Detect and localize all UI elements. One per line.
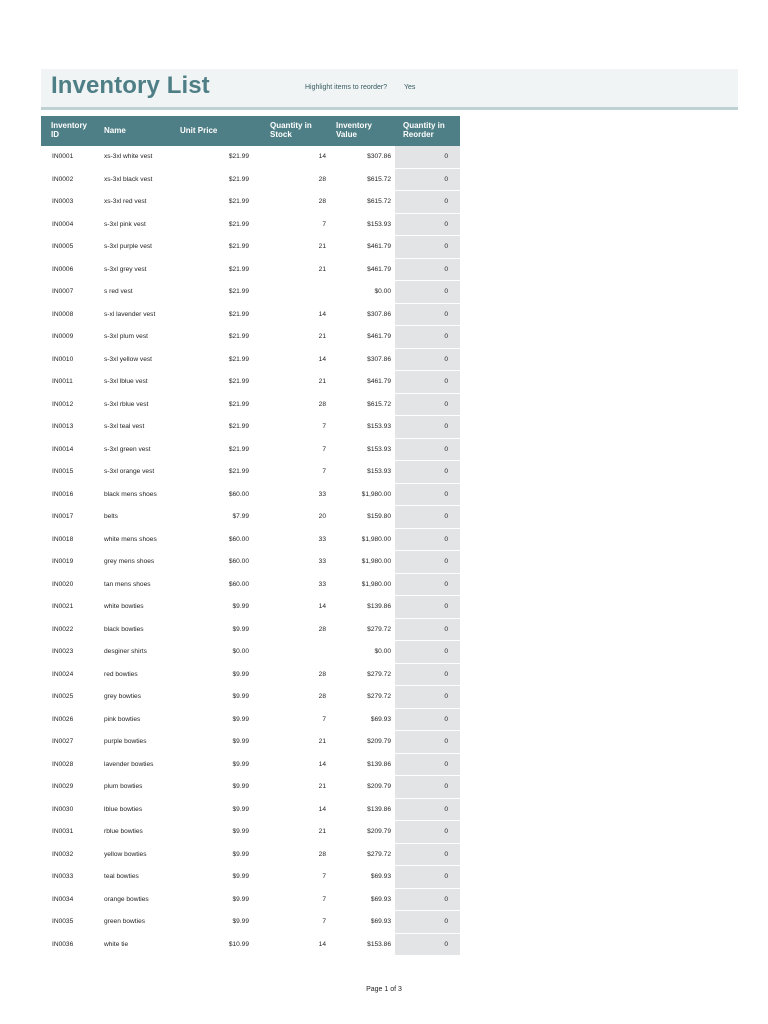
quantity-in-reorder-cell[interactable]: 0 (395, 889, 460, 912)
item-name-cell[interactable]: grey bowties (104, 693, 142, 700)
inventory-table-body (41, 146, 460, 958)
item-name-cell[interactable]: s-3xl yellow vest (104, 355, 153, 363)
unit-price-cell[interactable]: $21.99 (228, 355, 249, 363)
inventory-id-cell[interactable]: IN0017 (52, 513, 74, 520)
table-row (41, 776, 460, 799)
unit-price-cell[interactable]: $21.99 (228, 265, 249, 273)
table-row (41, 439, 460, 462)
column-header-quantity-in-reorder[interactable]: Quantity in Reorder (403, 121, 445, 139)
table-row (41, 146, 460, 169)
unit-price-cell[interactable]: $9.99 (232, 738, 249, 745)
column-header-quantity-in-stock[interactable]: Quantity in Stock (270, 121, 312, 139)
inventory-value-cell[interactable]: $209.79 (367, 783, 391, 790)
inventory-value-cell[interactable]: $461.79 (367, 243, 391, 250)
item-name-cell[interactable]: white tie (104, 940, 129, 948)
item-name-cell[interactable]: s-3xl purple vest (104, 243, 153, 250)
table-row (41, 236, 460, 259)
item-name-cell[interactable]: purple bowties (104, 738, 147, 745)
item-name-cell[interactable]: grey mens shoes (104, 558, 155, 565)
inventory-id-cell[interactable]: IN0007 (52, 288, 74, 295)
unit-price-cell[interactable]: $9.99 (232, 783, 249, 790)
table-row (41, 911, 460, 934)
table-row (41, 169, 460, 192)
inventory-id-cell[interactable]: IN0026 (52, 715, 74, 723)
inventory-id-cell[interactable]: IN0004 (52, 220, 74, 228)
table-row (41, 551, 460, 574)
item-name-cell[interactable]: lblue bowties (104, 805, 143, 813)
unit-price-cell[interactable]: $9.99 (232, 895, 249, 903)
inventory-value-cell[interactable]: $209.79 (367, 738, 391, 745)
quantity-in-reorder-cell[interactable]: 0 (395, 911, 460, 934)
quantity-in-reorder-cell[interactable]: 0 (395, 394, 460, 417)
inventory-value-cell[interactable]: $139.86 (367, 805, 391, 813)
item-name-cell[interactable]: s-3xl plum vest (104, 333, 148, 340)
inventory-value-cell[interactable]: $307.86 (367, 355, 391, 363)
unit-price-cell[interactable]: $21.99 (228, 243, 249, 250)
quantity-in-reorder-cell[interactable]: 0 (395, 484, 460, 507)
quantity-in-stock-cell[interactable]: 14 (318, 355, 326, 363)
unit-price-cell[interactable]: $9.99 (232, 715, 249, 723)
unit-price-cell[interactable]: $7.99 (232, 513, 249, 520)
table-row (41, 484, 460, 507)
inventory-value-cell[interactable]: $615.72 (367, 175, 391, 183)
table-row (41, 641, 460, 664)
table-row (41, 506, 460, 529)
page-title: Inventory List (51, 72, 210, 99)
inventory-id-cell[interactable]: IN0014 (52, 445, 74, 453)
inventory-value-cell[interactable]: $209.79 (367, 828, 391, 835)
item-name-cell[interactable]: yellow bowties (104, 850, 147, 858)
quantity-in-reorder-cell[interactable]: 0 (395, 349, 460, 372)
item-name-cell[interactable]: xs-3xl red vest (104, 198, 147, 205)
unit-price-cell[interactable]: $60.00 (228, 535, 249, 543)
inventory-value-cell[interactable]: $69.93 (370, 715, 391, 723)
quantity-in-stock-cell[interactable]: 7 (322, 445, 326, 453)
quantity-in-reorder-cell[interactable]: 0 (395, 259, 460, 282)
inventory-id-cell[interactable]: IN0032 (52, 850, 74, 858)
item-name-cell[interactable]: white mens shoes (104, 535, 157, 543)
quantity-in-reorder-cell[interactable]: 0 (395, 574, 460, 597)
table-row (41, 686, 460, 709)
quantity-in-reorder-cell[interactable]: 0 (395, 866, 460, 889)
quantity-in-stock-cell[interactable]: 28 (318, 670, 326, 678)
quantity-in-reorder-cell[interactable]: 0 (395, 641, 460, 664)
table-row (41, 214, 460, 237)
quantity-in-stock-cell[interactable]: 20 (318, 513, 326, 520)
column-header-inventory-value[interactable]: Inventory Value (336, 121, 373, 139)
table-row (41, 529, 460, 552)
quantity-in-reorder-cell[interactable]: 0 (395, 146, 460, 169)
quantity-in-stock-cell[interactable] (288, 281, 326, 304)
inventory-value-cell[interactable]: $159.80 (367, 513, 391, 520)
inventory-value-cell[interactable]: $153.93 (367, 423, 391, 430)
inventory-id-cell[interactable]: IN0033 (52, 873, 74, 880)
inventory-id-cell[interactable]: IN0005 (52, 243, 74, 250)
quantity-in-stock-cell[interactable]: 33 (318, 580, 326, 588)
inventory-value-cell[interactable]: $615.72 (367, 198, 391, 205)
quantity-in-reorder-cell[interactable]: 0 (395, 416, 460, 439)
table-row (41, 934, 460, 957)
inventory-id-cell[interactable]: IN0019 (52, 558, 74, 565)
quantity-in-reorder-cell[interactable]: 0 (395, 709, 460, 732)
quantity-in-reorder-cell[interactable]: 0 (395, 821, 460, 844)
inventory-id-cell[interactable]: IN0025 (52, 693, 74, 700)
inventory-id-cell[interactable]: IN0001 (52, 153, 74, 160)
item-name-cell[interactable]: tan mens shoes (104, 580, 151, 588)
quantity-in-reorder-cell[interactable]: 0 (395, 731, 460, 754)
unit-price-cell[interactable]: $21.99 (228, 333, 249, 340)
unit-price-cell[interactable]: $21.99 (228, 378, 249, 385)
quantity-in-stock-cell[interactable]: 7 (322, 918, 326, 925)
unit-price-cell[interactable]: $9.99 (232, 805, 249, 813)
inventory-id-cell[interactable]: IN0018 (52, 535, 74, 543)
unit-price-cell[interactable]: $9.99 (232, 693, 249, 700)
page-number: Page 1 of 3 (366, 986, 402, 993)
item-name-cell[interactable]: rblue bowties (104, 828, 143, 835)
item-name-cell[interactable]: s-3xl pink vest (104, 220, 146, 228)
inventory-value-cell[interactable]: $1,980.00 (361, 490, 391, 498)
table-row (41, 281, 460, 304)
quantity-in-stock-cell[interactable]: 28 (318, 850, 326, 858)
quantity-in-stock-cell[interactable]: 33 (318, 535, 326, 543)
inventory-value-cell[interactable]: $461.79 (367, 378, 391, 385)
item-name-cell[interactable]: plum bowties (104, 783, 143, 790)
quantity-in-stock-cell[interactable]: 28 (318, 693, 326, 700)
column-header-name[interactable]: Name (104, 126, 126, 135)
unit-price-cell[interactable]: $9.99 (232, 918, 249, 925)
quantity-in-stock-cell[interactable]: 14 (318, 760, 326, 768)
quantity-in-stock-cell[interactable]: 14 (318, 940, 326, 948)
inventory-value-cell[interactable]: $0.00 (374, 288, 391, 295)
inventory-table (41, 116, 460, 958)
table-row (41, 304, 460, 327)
table-row (41, 416, 460, 439)
unit-price-cell[interactable]: $21.99 (228, 198, 249, 205)
quantity-in-reorder-cell[interactable]: 0 (395, 214, 460, 237)
item-name-cell[interactable]: xs-3xl white vest (104, 153, 153, 160)
quantity-in-stock-cell[interactable]: 14 (318, 310, 326, 318)
highlight-reorder-label: Highlight items to reorder? (305, 84, 388, 91)
inventory-id-cell[interactable]: IN0016 (52, 490, 74, 498)
item-name-cell[interactable]: s-xl lavender vest (104, 310, 156, 318)
inventory-id-cell[interactable]: IN0023 (52, 648, 74, 655)
table-header (41, 116, 460, 146)
inventory-id-cell[interactable]: IN0013 (52, 423, 74, 430)
quantity-in-reorder-cell[interactable]: 0 (395, 754, 460, 777)
unit-price-cell[interactable]: $60.00 (228, 580, 249, 588)
table-row (41, 461, 460, 484)
inventory-id-cell[interactable]: IN0012 (52, 400, 74, 408)
inventory-value-cell[interactable]: $279.72 (367, 625, 391, 633)
quantity-in-stock-cell[interactable]: 21 (318, 243, 326, 250)
table-row (41, 371, 460, 394)
quantity-in-reorder-cell[interactable]: 0 (395, 236, 460, 259)
quantity-in-reorder-cell[interactable]: 0 (395, 191, 460, 214)
quantity-in-reorder-cell[interactable]: 0 (395, 551, 460, 574)
quantity-in-stock-cell[interactable]: 21 (318, 378, 326, 385)
quantity-in-reorder-cell[interactable]: 0 (395, 169, 460, 192)
quantity-in-stock-cell[interactable]: 21 (318, 333, 326, 340)
inventory-value-cell[interactable]: $1,980.00 (361, 558, 391, 565)
inventory-id-cell[interactable]: IN0002 (52, 175, 74, 183)
inventory-id-cell[interactable]: IN0031 (52, 828, 74, 835)
inventory-id-cell[interactable]: IN0006 (52, 265, 74, 273)
inventory-value-cell[interactable]: $0.00 (374, 648, 391, 655)
table-row (41, 866, 460, 889)
quantity-in-stock-cell[interactable]: 21 (318, 738, 326, 745)
inventory-id-cell[interactable]: IN0020 (52, 580, 74, 588)
unit-price-cell[interactable]: $21.99 (228, 468, 249, 475)
unit-price-cell[interactable]: $21.99 (228, 288, 249, 295)
inventory-id-cell[interactable]: IN0010 (52, 355, 74, 363)
quantity-in-stock-cell[interactable]: 7 (322, 468, 326, 475)
item-name-cell[interactable]: s red vest (104, 288, 133, 295)
unit-price-cell[interactable]: $21.99 (228, 445, 249, 453)
quantity-in-reorder-cell[interactable]: 0 (395, 371, 460, 394)
title-banner-rule (41, 107, 738, 110)
table-row (41, 799, 460, 822)
quantity-in-reorder-cell[interactable]: 0 (395, 506, 460, 529)
item-name-cell[interactable]: red bowties (104, 670, 138, 678)
quantity-in-stock-cell[interactable] (288, 641, 326, 664)
inventory-value-cell[interactable]: $1,980.00 (361, 535, 391, 543)
item-name-cell[interactable]: teal bowties (104, 873, 139, 880)
table-row (41, 349, 460, 372)
inventory-id-cell[interactable]: IN0027 (52, 738, 74, 745)
item-name-cell[interactable]: belts (104, 513, 118, 520)
quantity-in-reorder-cell[interactable]: 0 (395, 799, 460, 822)
unit-price-cell[interactable]: $9.99 (232, 828, 249, 835)
inventory-value-cell[interactable]: $69.93 (370, 873, 391, 880)
quantity-in-stock-cell[interactable]: 7 (322, 220, 326, 228)
quantity-in-reorder-cell[interactable]: 0 (395, 529, 460, 552)
item-name-cell[interactable]: xs-3xl black vest (104, 175, 153, 183)
quantity-in-reorder-cell[interactable]: 0 (395, 304, 460, 327)
quantity-in-reorder-cell[interactable]: 0 (395, 776, 460, 799)
quantity-in-reorder-cell[interactable]: 0 (395, 439, 460, 462)
inventory-value-cell[interactable]: $69.93 (370, 895, 391, 903)
unit-price-cell[interactable]: $21.99 (228, 175, 249, 183)
inventory-value-cell[interactable]: $139.86 (367, 760, 391, 768)
item-name-cell[interactable]: lavender bowties (104, 760, 154, 768)
item-name-cell[interactable]: orange bowties (104, 895, 149, 903)
table-row (41, 619, 460, 642)
unit-price-cell[interactable]: $21.99 (228, 310, 249, 318)
item-name-cell[interactable]: pink bowties (104, 715, 141, 723)
quantity-in-stock-cell[interactable]: 28 (318, 400, 326, 408)
table-row (41, 889, 460, 912)
quantity-in-stock-cell[interactable]: 28 (318, 175, 326, 183)
unit-price-cell[interactable]: $9.99 (232, 603, 249, 610)
table-row (41, 394, 460, 417)
unit-price-cell[interactable]: $10.99 (228, 940, 249, 948)
inventory-id-cell[interactable]: IN0008 (52, 310, 74, 318)
inventory-value-cell[interactable]: $279.72 (367, 693, 391, 700)
item-name-cell[interactable]: s-3xl lblue vest (104, 378, 148, 385)
inventory-id-cell[interactable]: IN0028 (52, 760, 74, 768)
inventory-id-cell[interactable]: IN0009 (52, 333, 74, 340)
quantity-in-stock-cell[interactable]: 14 (318, 805, 326, 813)
quantity-in-stock-cell[interactable]: 7 (322, 873, 326, 880)
quantity-in-reorder-cell[interactable]: 0 (395, 934, 460, 957)
table-row (41, 754, 460, 777)
quantity-in-stock-cell[interactable]: 14 (318, 603, 326, 610)
inventory-value-cell[interactable]: $461.79 (367, 265, 391, 273)
unit-price-cell[interactable]: $21.99 (228, 400, 249, 408)
table-row (41, 326, 460, 349)
inventory-value-cell[interactable]: $307.86 (367, 310, 391, 318)
quantity-in-reorder-cell[interactable]: 0 (395, 596, 460, 619)
quantity-in-stock-cell[interactable]: 21 (318, 783, 326, 790)
inventory-value-cell[interactable]: $461.79 (367, 333, 391, 340)
unit-price-cell[interactable]: $60.00 (228, 558, 249, 565)
unit-price-cell[interactable]: $21.99 (228, 153, 249, 160)
inventory-id-cell[interactable]: IN0021 (52, 603, 74, 610)
unit-price-cell[interactable]: $0.00 (232, 648, 249, 655)
inventory-value-cell[interactable]: $139.86 (367, 603, 391, 610)
quantity-in-reorder-cell[interactable]: 0 (395, 686, 460, 709)
unit-price-cell[interactable]: $9.99 (232, 760, 249, 768)
quantity-in-reorder-cell[interactable]: 0 (395, 326, 460, 349)
table-row (41, 731, 460, 754)
unit-price-cell[interactable]: $9.99 (232, 625, 249, 633)
inventory-id-cell[interactable]: IN0034 (52, 895, 74, 903)
item-name-cell[interactable]: s-3xl teal vest (104, 423, 145, 430)
item-name-cell[interactable]: desginer shirts (104, 648, 147, 655)
quantity-in-stock-cell[interactable]: 33 (318, 490, 326, 498)
table-row (41, 844, 460, 867)
unit-price-cell[interactable]: $9.99 (232, 670, 249, 678)
unit-price-cell[interactable]: $9.99 (232, 873, 249, 880)
table-row (41, 191, 460, 214)
unit-price-cell[interactable]: $21.99 (228, 423, 249, 430)
quantity-in-stock-cell[interactable]: 28 (318, 198, 326, 205)
column-header-unit-price[interactable]: Unit Price (180, 126, 218, 135)
inventory-value-cell[interactable]: $279.72 (367, 670, 391, 678)
quantity-in-stock-cell[interactable]: 28 (318, 625, 326, 633)
quantity-in-stock-cell[interactable]: 21 (318, 265, 326, 273)
item-name-cell[interactable]: s-3xl grey vest (104, 265, 147, 273)
quantity-in-stock-cell[interactable]: 14 (318, 153, 326, 160)
quantity-in-stock-cell[interactable]: 7 (322, 715, 326, 723)
inventory-id-cell[interactable]: IN0003 (52, 198, 74, 205)
inventory-value-cell[interactable]: $279.72 (367, 850, 391, 858)
inventory-value-cell[interactable]: $153.86 (367, 940, 391, 948)
quantity-in-stock-cell[interactable]: 7 (322, 423, 326, 430)
quantity-in-reorder-cell[interactable]: 0 (395, 281, 460, 304)
table-row (41, 574, 460, 597)
item-name-cell[interactable]: white bowties (104, 603, 144, 610)
inventory-id-cell[interactable]: IN0035 (52, 918, 74, 925)
item-name-cell[interactable]: black bowties (104, 625, 144, 633)
inventory-id-cell[interactable]: IN0011 (52, 378, 73, 385)
item-name-cell[interactable]: s-3xl orange vest (104, 468, 155, 475)
quantity-in-reorder-cell[interactable]: 0 (395, 461, 460, 484)
inventory-value-cell[interactable]: $615.72 (367, 400, 391, 408)
item-name-cell[interactable]: s-3xl green vest (104, 445, 151, 453)
inventory-id-cell[interactable]: IN0036 (52, 940, 74, 948)
inventory-value-cell[interactable]: $153.93 (367, 468, 391, 475)
item-name-cell[interactable]: s-3xl rblue vest (104, 400, 149, 408)
quantity-in-reorder-cell[interactable]: 0 (395, 619, 460, 642)
inventory-value-cell[interactable]: $153.93 (367, 220, 391, 228)
table-row (41, 664, 460, 687)
table-row (41, 709, 460, 732)
inventory-id-cell[interactable]: IN0024 (52, 670, 74, 678)
quantity-in-reorder-cell[interactable]: 0 (395, 664, 460, 687)
table-row (41, 821, 460, 844)
inventory-id-cell[interactable]: IN0022 (52, 625, 74, 633)
quantity-in-stock-cell[interactable]: 7 (322, 895, 326, 903)
inventory-value-cell[interactable]: $307.86 (367, 153, 391, 160)
inventory-id-cell[interactable]: IN0029 (52, 783, 74, 790)
quantity-in-stock-cell[interactable]: 21 (318, 828, 326, 835)
inventory-id-cell[interactable]: IN0015 (52, 468, 74, 475)
quantity-in-stock-cell[interactable]: 33 (318, 558, 326, 565)
item-name-cell[interactable]: green bowties (104, 918, 146, 925)
inventory-value-cell[interactable]: $1,980.00 (361, 580, 391, 588)
unit-price-cell[interactable]: $21.99 (228, 220, 249, 228)
item-name-cell[interactable]: black mens shoes (104, 490, 157, 498)
highlight-reorder-value[interactable]: Yes (404, 84, 416, 91)
unit-price-cell[interactable]: $9.99 (232, 850, 249, 858)
unit-price-cell[interactable]: $60.00 (228, 490, 249, 498)
table-row (41, 259, 460, 282)
inventory-value-cell[interactable]: $69.93 (370, 918, 391, 925)
column-header-inventory-id[interactable]: Inventory ID (51, 121, 88, 139)
table-row (41, 596, 460, 619)
inventory-value-cell[interactable]: $153.93 (367, 445, 391, 453)
inventory-id-cell[interactable]: IN0030 (52, 805, 74, 813)
quantity-in-reorder-cell[interactable]: 0 (395, 844, 460, 867)
